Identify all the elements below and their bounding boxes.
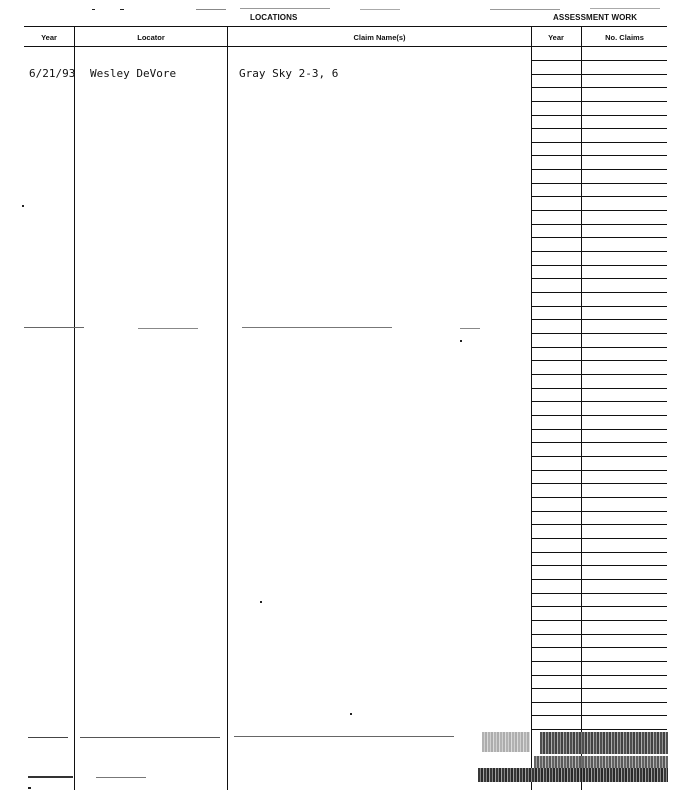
ledger-row-rule bbox=[531, 401, 667, 402]
ledger-row-rule bbox=[531, 347, 667, 348]
scan-speck bbox=[120, 9, 124, 10]
ledger-row-rule bbox=[531, 497, 667, 498]
ledger-row-rule bbox=[531, 210, 667, 211]
ledger-row-rule bbox=[531, 101, 667, 102]
scan-speck bbox=[590, 8, 660, 9]
bottom-dash-line bbox=[28, 737, 68, 738]
scan-speck bbox=[196, 9, 226, 10]
ledger-row-rule bbox=[531, 142, 667, 143]
ledger-row-rule bbox=[531, 292, 667, 293]
ledger-row-rule bbox=[531, 128, 667, 129]
ledger-row-rule bbox=[531, 620, 667, 621]
scan-dash-line bbox=[242, 327, 392, 328]
assessment-ledger-rows bbox=[531, 47, 667, 747]
ledger-row-rule bbox=[531, 278, 667, 279]
ledger-row-rule bbox=[531, 224, 667, 225]
bottom-dash-line bbox=[28, 776, 73, 778]
column-header-locator: Locator bbox=[137, 33, 165, 42]
divider-year-locator bbox=[74, 27, 75, 790]
scan-smudge bbox=[482, 732, 530, 752]
column-header-claim-names: Claim Name(s) bbox=[353, 33, 406, 42]
ledger-row-rule bbox=[531, 60, 667, 61]
scan-speck bbox=[350, 713, 352, 715]
locations-title: LOCATIONS bbox=[250, 13, 298, 22]
ledger-row-rule bbox=[531, 333, 667, 334]
entry-year: 6/21/93 bbox=[29, 67, 76, 80]
ledger-row-rule bbox=[531, 388, 667, 389]
ledger-row-rule bbox=[531, 675, 667, 676]
ledger-row-rule bbox=[531, 251, 667, 252]
ledger-row-rule bbox=[531, 511, 667, 512]
ledger-row-rule bbox=[531, 579, 667, 580]
column-header-year: Year bbox=[41, 33, 57, 42]
column-header-no-claims: No. Claims bbox=[605, 33, 644, 42]
ledger-row-rule bbox=[531, 606, 667, 607]
ledger-row-rule bbox=[531, 155, 667, 156]
scan-speck bbox=[260, 601, 262, 603]
entry-locator: Wesley DeVore bbox=[90, 67, 177, 80]
ledger-row-rule bbox=[531, 74, 667, 75]
ledger-row-rule bbox=[531, 429, 667, 430]
scan-speck bbox=[22, 205, 24, 207]
scan-speck bbox=[460, 340, 462, 342]
ledger-row-rule bbox=[531, 442, 667, 443]
ledger-row-rule bbox=[531, 115, 667, 116]
scan-smudge bbox=[534, 756, 668, 768]
scan-speck bbox=[28, 787, 31, 789]
ledger-row-rule bbox=[531, 87, 667, 88]
ledger-row-rule bbox=[531, 265, 667, 266]
ledger-row-rule bbox=[531, 729, 667, 730]
ledger-row-rule bbox=[531, 715, 667, 716]
ledger-row-rule bbox=[531, 483, 667, 484]
scan-dash-line bbox=[460, 328, 480, 329]
ledger-row-rule bbox=[531, 415, 667, 416]
scan-smudge bbox=[540, 732, 668, 754]
ledger-row-rule bbox=[531, 634, 667, 635]
ledger-row-rule bbox=[531, 374, 667, 375]
scan-speck bbox=[490, 9, 560, 10]
ledger-row-rule bbox=[531, 524, 667, 525]
ledger-row-rule bbox=[531, 169, 667, 170]
entry-claim-names: Gray Sky 2-3, 6 bbox=[239, 67, 339, 80]
assessment-work-title: ASSESSMENT WORK bbox=[553, 13, 638, 22]
ledger-row-rule bbox=[531, 319, 667, 320]
scan-dash-line bbox=[24, 327, 84, 328]
column-header-assessment-year: Year bbox=[548, 33, 564, 42]
header-top-rule bbox=[24, 26, 667, 27]
ledger-row-rule bbox=[531, 183, 667, 184]
ledger-row-rule bbox=[531, 552, 667, 553]
ledger-row-rule bbox=[531, 470, 667, 471]
ledger-row-rule bbox=[531, 661, 667, 662]
scan-dash-line bbox=[138, 328, 198, 329]
bottom-dash-line bbox=[234, 736, 454, 737]
ledger-row-rule bbox=[531, 565, 667, 566]
ledger-row-rule bbox=[531, 360, 667, 361]
bottom-dash-line bbox=[96, 777, 146, 778]
ledger-row-rule bbox=[531, 456, 667, 457]
scan-speck bbox=[240, 8, 330, 9]
ledger-row-rule bbox=[531, 593, 667, 594]
scan-speck bbox=[92, 9, 95, 10]
scan-speck bbox=[360, 9, 400, 10]
bottom-dash-line bbox=[80, 737, 220, 738]
scan-smudge bbox=[478, 768, 668, 782]
ledger-row-rule bbox=[531, 196, 667, 197]
ledger-row-rule bbox=[531, 538, 667, 539]
ledger-row-rule bbox=[531, 702, 667, 703]
divider-locator-claims bbox=[227, 27, 228, 790]
ledger-row-rule bbox=[531, 647, 667, 648]
ledger-row-rule bbox=[531, 237, 667, 238]
ledger-row-rule bbox=[531, 688, 667, 689]
ledger-row-rule bbox=[531, 306, 667, 307]
